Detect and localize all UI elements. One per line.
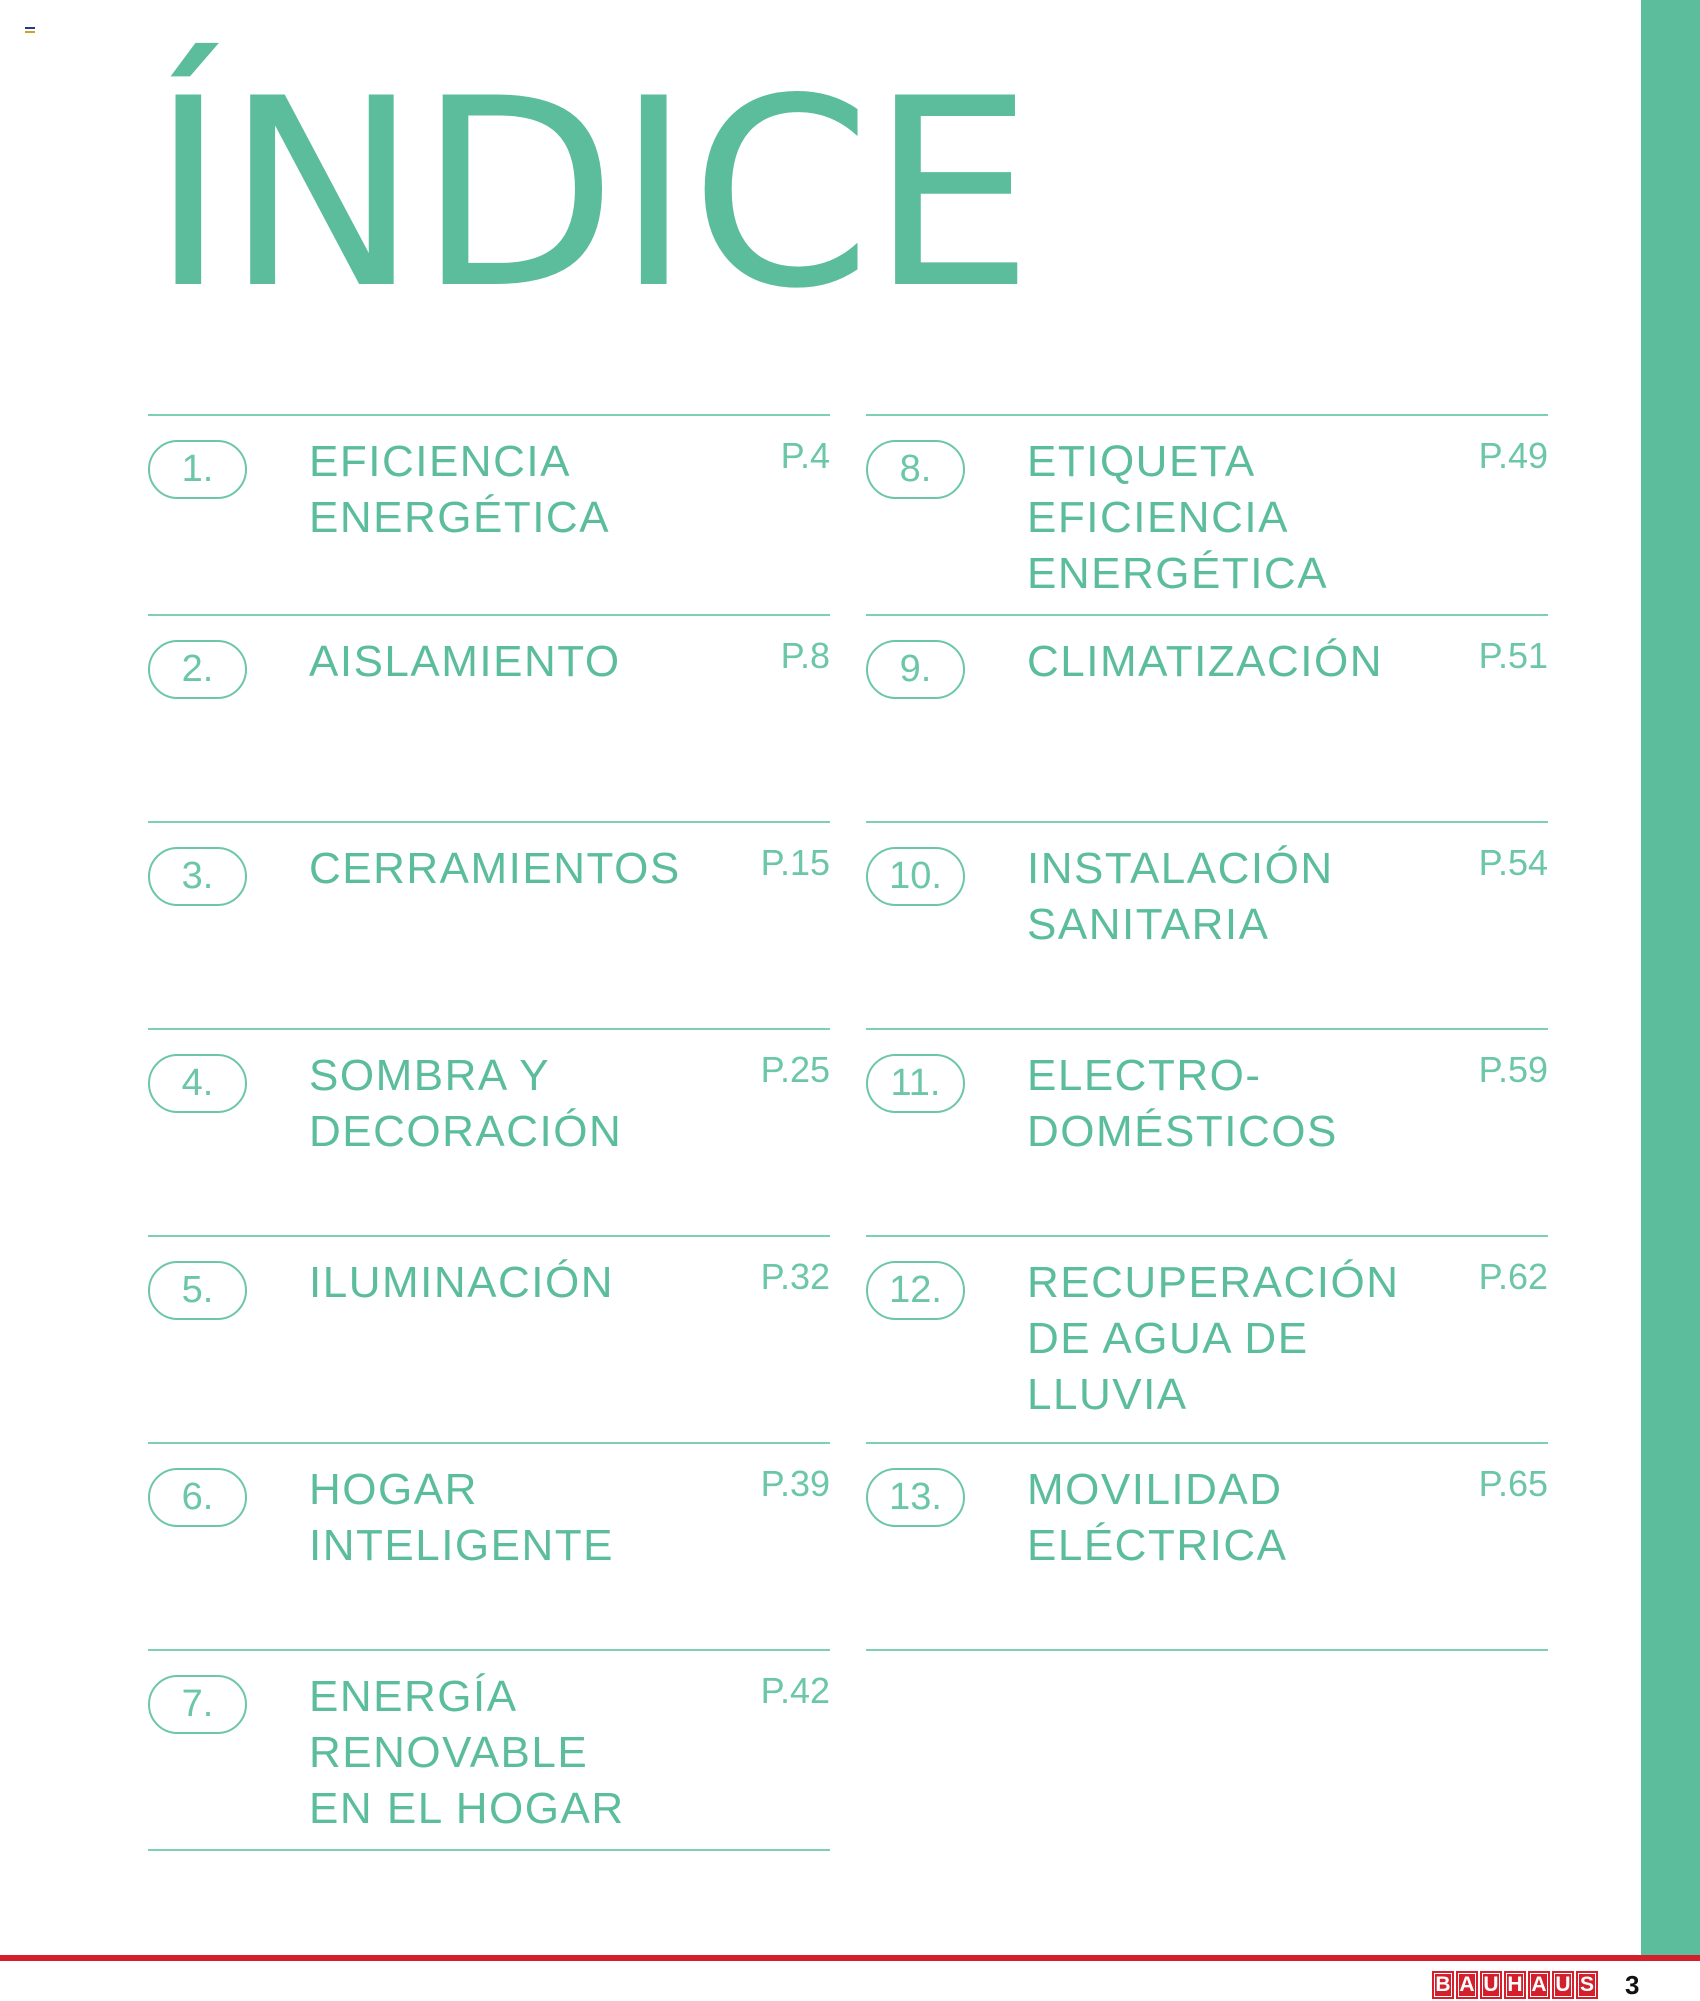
accent-side-bar bbox=[1641, 0, 1700, 1957]
section-number-badge: 5. bbox=[148, 1261, 247, 1320]
section-title: AISLAMIENTO bbox=[309, 637, 621, 686]
section-title: ELECTRO- DOMÉSTICOS bbox=[1027, 1051, 1338, 1156]
section-page-ref: P.42 bbox=[760, 1670, 830, 1711]
section-page-ref: P.49 bbox=[1478, 435, 1548, 476]
toc-entry[interactable] bbox=[148, 614, 830, 821]
section-title: CLIMATIZACIÓN bbox=[1027, 637, 1384, 686]
section-page-ref: P.25 bbox=[760, 1049, 830, 1090]
logo-letter: A bbox=[1528, 1971, 1550, 1999]
toc-entry[interactable] bbox=[866, 1235, 1548, 1442]
logo-letter: U bbox=[1552, 1971, 1574, 1999]
section-page-ref: P.51 bbox=[1478, 635, 1548, 676]
footer-rule bbox=[0, 1955, 1700, 1961]
logo-letter: B bbox=[1432, 1971, 1454, 1999]
section-page-ref: P.4 bbox=[780, 435, 830, 476]
section-number-badge: 8. bbox=[866, 440, 965, 499]
section-title: INSTALACIÓN SANITARIA bbox=[1027, 844, 1334, 949]
flag-icon bbox=[25, 27, 35, 35]
section-page-ref: P.62 bbox=[1478, 1256, 1548, 1297]
bauhaus-logo bbox=[1432, 1971, 1598, 1999]
toc-entry[interactable] bbox=[148, 1028, 830, 1235]
section-number-badge: 4. bbox=[148, 1054, 247, 1113]
logo-letter: A bbox=[1456, 1971, 1478, 1999]
section-number-badge: 9. bbox=[866, 640, 965, 699]
section-number-badge: 7. bbox=[148, 1675, 247, 1734]
section-number-badge: 6. bbox=[148, 1468, 247, 1527]
logo-letter: S bbox=[1576, 1971, 1598, 1999]
section-title: ENERGÍA RENOVABLE EN EL HOGAR bbox=[309, 1672, 625, 1833]
section-number-badge: 13. bbox=[866, 1468, 965, 1527]
toc-entry[interactable] bbox=[866, 414, 1548, 614]
section-title: EFICIENCIA ENERGÉTICA bbox=[309, 437, 611, 542]
toc-entry[interactable] bbox=[148, 414, 830, 614]
section-number-badge: 11. bbox=[866, 1054, 965, 1113]
section-title: ILUMINACIÓN bbox=[309, 1258, 614, 1307]
toc-entry[interactable] bbox=[148, 1235, 830, 1442]
section-page-ref: P.32 bbox=[760, 1256, 830, 1297]
section-title: CERRAMIENTOS bbox=[309, 844, 681, 893]
toc-entry[interactable] bbox=[148, 1649, 830, 1851]
section-page-ref: P.39 bbox=[760, 1463, 830, 1504]
section-number-badge: 2. bbox=[148, 640, 247, 699]
section-page-ref: P.65 bbox=[1478, 1463, 1548, 1504]
section-number-badge: 3. bbox=[148, 847, 247, 906]
section-page-ref: P.59 bbox=[1478, 1049, 1548, 1090]
section-page-ref: P.8 bbox=[780, 635, 830, 676]
section-title: HOGAR INTELIGENTE bbox=[309, 1465, 614, 1570]
toc-left-column bbox=[148, 414, 830, 1851]
section-title: RECUPERACIÓN DE AGUA DE LLUVIA bbox=[1027, 1258, 1400, 1419]
toc-entry[interactable] bbox=[866, 614, 1548, 821]
toc-right-column bbox=[866, 414, 1548, 1651]
section-title: SOMBRA Y DECORACIÓN bbox=[309, 1051, 623, 1156]
toc-entry[interactable] bbox=[866, 1028, 1548, 1235]
toc-entry[interactable] bbox=[148, 1442, 830, 1649]
section-title: MOVILIDAD ELÉCTRICA bbox=[1027, 1465, 1288, 1570]
toc-entry[interactable] bbox=[866, 1442, 1548, 1651]
section-number-badge: 12. bbox=[866, 1261, 965, 1320]
section-title: ETIQUETA EFICIENCIA ENERGÉTICA bbox=[1027, 437, 1329, 598]
toc-entry[interactable] bbox=[866, 821, 1548, 1028]
page-number: 3 bbox=[1625, 1970, 1640, 2000]
page-title: ÍNDICE bbox=[150, 44, 1032, 346]
toc-entry[interactable] bbox=[148, 821, 830, 1028]
section-page-ref: P.15 bbox=[760, 842, 830, 883]
logo-letter: H bbox=[1504, 1971, 1526, 1999]
section-number-badge: 1. bbox=[148, 440, 247, 499]
section-number-badge: 10. bbox=[866, 847, 965, 906]
logo-letter: U bbox=[1480, 1971, 1502, 1999]
section-page-ref: P.54 bbox=[1478, 842, 1548, 883]
